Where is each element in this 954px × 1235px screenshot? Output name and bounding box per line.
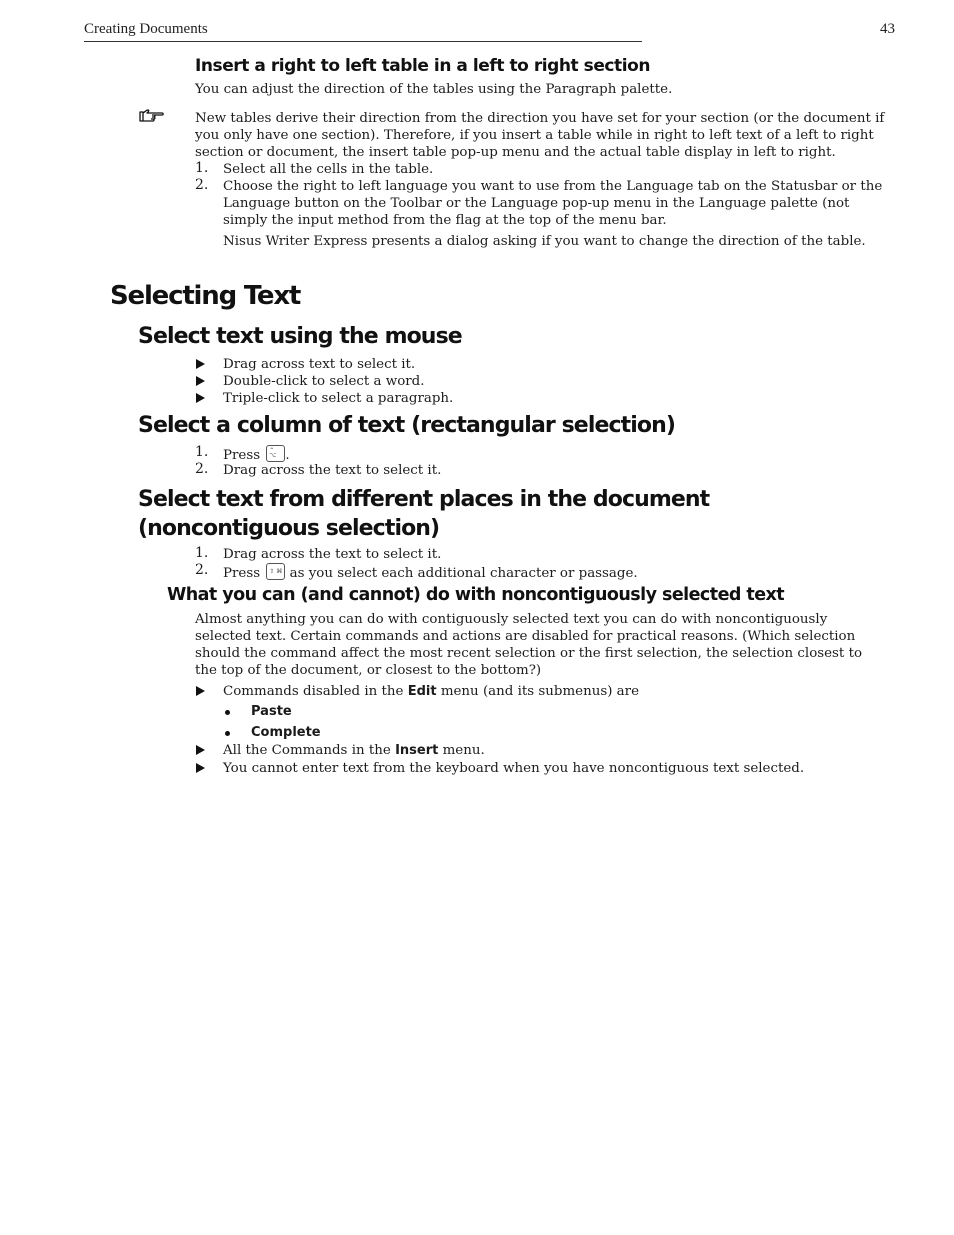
shift-command-key-icon: ⇧ ⌘ — [266, 563, 285, 580]
step-number: 1. — [195, 545, 209, 561]
list-item: Triple-click to select a paragraph. — [223, 391, 454, 406]
list-item-post: menu (and its submenus) are — [440, 684, 639, 699]
step-text — [223, 563, 638, 582]
disabled-command: Paste — [251, 704, 292, 719]
rtl-table-note: New tables derive their direction from the direction you have set for your section (or the document if you only have one section). Therefore, if you insert a table while in right to left text of a left to right section or document, the insert table pop-up menu and the actual table display in left to right. — [195, 111, 885, 160]
list-item-post: menu. — [442, 743, 485, 758]
column-heading: Select a column of text (rectangular selection) — [138, 413, 676, 438]
can-cannot-heading: What you can (and cannot) do with noncontiguously selected text — [167, 585, 785, 605]
arrow-bullet-icon — [196, 763, 205, 773]
running-head: Creating Documents — [84, 21, 208, 37]
step-number: 2. — [195, 177, 209, 193]
step-text: Drag across the text to select it. — [223, 463, 442, 478]
list-item-pre: All the Commands in the — [223, 743, 391, 758]
list-item — [223, 683, 639, 700]
arrow-bullet-icon — [196, 359, 205, 369]
header-rule — [84, 41, 642, 42]
list-item: Drag across text to select it. — [223, 357, 416, 372]
step-text: Choose the right to left language you want to use from the Language tab on the Statusbar or the Language button on the Toolbar or the Language pop-up menu in the Language palette (not simply the input method from the flag at the top of the menu bar. — [223, 179, 883, 228]
can-cannot-intro: Almost anything you can do with contiguously selected text you can do with noncontiguously selected text. Certain commands and actions are disabled for practical reasons. (Which selection should the command affect the most recent selection or the first selection, the selection closest to the top of the document, or closest to the bottom?) — [195, 612, 863, 678]
section-title: Selecting Text — [110, 281, 301, 311]
rtl-table-intro: You can adjust the direction of the tables using the Paragraph palette. — [195, 82, 673, 97]
step-text-pre: Press — [223, 566, 261, 581]
bullet-dot-icon — [225, 731, 230, 736]
arrow-bullet-icon — [196, 376, 205, 386]
option-key-icon: ⌃ ⌥ — [266, 445, 285, 462]
step-text: Select all the cells in the table. — [223, 162, 434, 177]
rtl-table-heading: Insert a right to left table in a left to right section — [195, 56, 650, 76]
arrow-bullet-icon — [196, 686, 205, 696]
step-number: 1. — [195, 444, 209, 460]
step-text-post: . — [285, 448, 290, 463]
arrow-bullet-icon — [196, 745, 205, 755]
step-text: Drag across the text to select it. — [223, 547, 442, 562]
list-item: You cannot enter text from the keyboard when you have noncontiguous text selected. — [223, 761, 805, 776]
noncontig-heading: Select text from different places in the document (noncontiguous selection) — [138, 487, 710, 541]
mouse-heading: Select text using the mouse — [138, 324, 462, 349]
disabled-command: Complete — [251, 725, 321, 740]
arrow-bullet-icon — [196, 393, 205, 403]
step-number: 2. — [195, 461, 209, 477]
insert-menu-name: Insert — [395, 743, 439, 758]
step-number: 2. — [195, 562, 209, 578]
bullet-dot-icon — [225, 710, 230, 715]
list-item-pre: Commands disabled in the — [223, 684, 404, 699]
step-number: 1. — [195, 160, 209, 176]
page-number: 43 — [880, 21, 895, 37]
list-item — [223, 742, 485, 759]
step-text-post: as you select each additional character or passage. — [289, 566, 638, 581]
list-item: Double-click to select a word. — [223, 374, 425, 389]
pointing-hand-icon — [139, 109, 165, 123]
step-text-pre: Press — [223, 448, 261, 463]
step-result: Nisus Writer Express presents a dialog asking if you want to change the direction of the table. — [223, 234, 866, 249]
edit-menu-name: Edit — [407, 684, 437, 699]
